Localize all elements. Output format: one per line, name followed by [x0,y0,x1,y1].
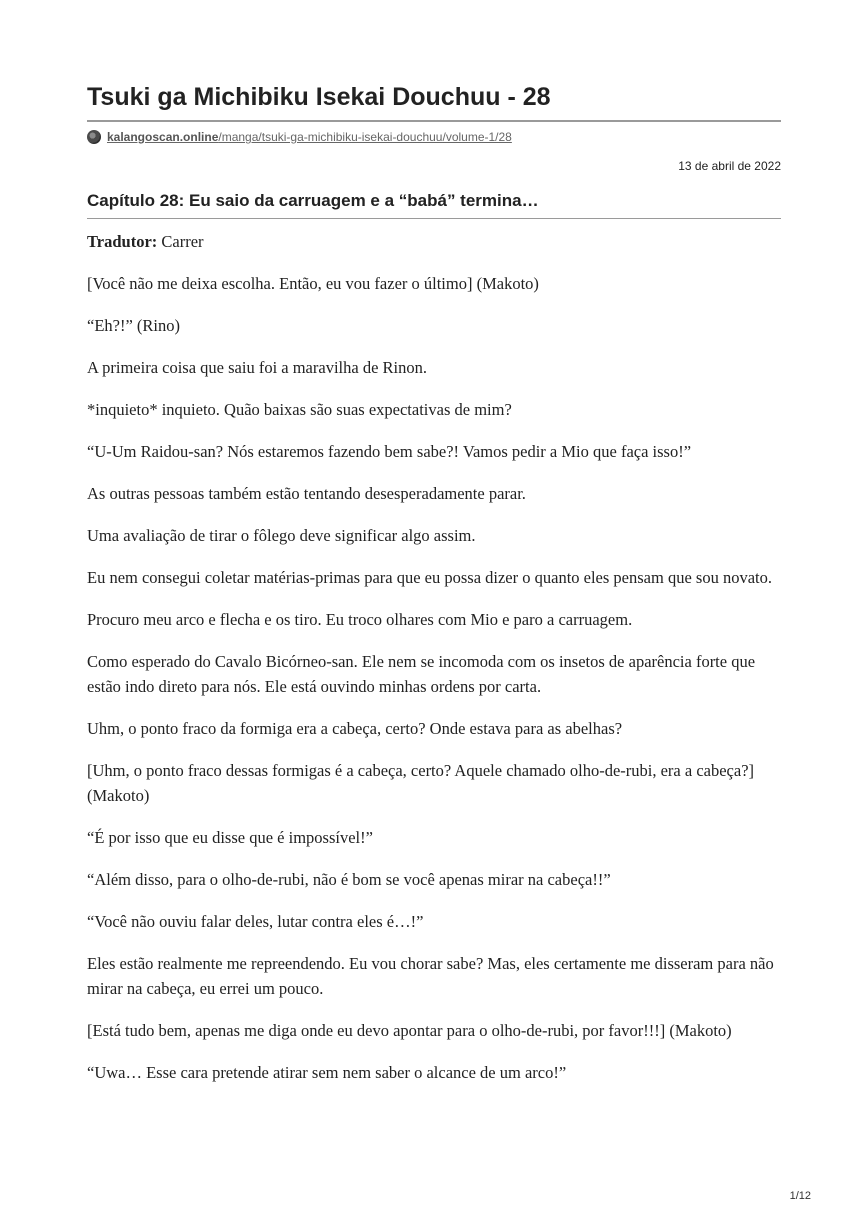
paragraph: Uma avaliação de tirar o fôlego deve significar algo assim. [87,526,476,545]
paragraph: “Eh?!” (Rino) [87,316,180,335]
paragraph: “Além disso, para o olho-de-rubi, não é bom se você apenas mirar na cabeça!!” [87,870,611,889]
paragraph: As outras pessoas também estão tentando desesperadamente parar. [87,484,526,503]
source-row [87,128,781,146]
title-divider [87,120,781,122]
site-favicon-icon [87,130,101,144]
chapter-divider [87,218,781,219]
paragraph: Como esperado do Cavalo Bicórneo-san. Ele nem se incomoda com os insetos de aparência forte que estão indo direto para nós. Ele está ouvindo minhas ordens por carta. [87,652,756,696]
paragraph: [Você não me deixa escolha. Então, eu vou fazer o último] (Makoto) [87,274,539,293]
document-page [87,80,781,1102]
paragraph: Uhm, o ponto fraco da formiga era a cabeça, certo? Onde estava para as abelhas? [87,719,623,738]
paragraph: [Uhm, o ponto fraco dessas formigas é a cabeça, certo? Aquele chamado olho-de-rubi, era a cabeça?] (Makoto) [87,761,755,805]
document-title: Tsuki ga Michibiku Isekai Douchuu - 28 [87,83,551,111]
paragraph: “É por isso que eu disse que é impossível!” [87,828,373,847]
chapter-content [87,229,781,1085]
paragraph: “Você não ouviu falar deles, lutar contra eles é…!” [87,912,424,931]
page-number: 1/12 [789,1190,811,1202]
source-link[interactable] [107,130,512,144]
paragraph: *inquieto* inquieto. Quão baixas são suas expectativas de mim? [87,400,512,419]
paragraph: [Está tudo bem, apenas me diga onde eu devo apontar para o olho-de-rubi, por favor!!!] (Makoto) [87,1021,732,1040]
paragraph: A primeira coisa que saiu foi a maravilha de Rinon. [87,358,427,377]
paragraph: Procuro meu arco e flecha e os tiro. Eu troco olhares com Mio e paro a carruagem. [87,610,633,629]
source-domain: kalangoscan.online [107,130,219,144]
translator-name: Carrer [161,232,204,251]
translator-credit [87,229,781,254]
paragraph: Eles estão realmente me repreendendo. Eu vou chorar sabe? Mas, eles certamente me disseram para não mirar na cabeça, eu errei um pouco. [87,954,774,998]
paragraph: “Uwa… Esse cara pretende atirar sem nem saber o alcance de um arco!” [87,1063,567,1082]
translator-label: Tradutor: [87,232,158,251]
paragraph: “U-Um Raidou-san? Nós estaremos fazendo bem sabe?! Vamos pedir a Mio que faça isso!” [87,442,692,461]
source-path: /manga/tsuki-ga-michibiku-isekai-douchuu/volume-1/28 [218,130,512,144]
publish-date: 13 de abril de 2022 [678,159,781,173]
chapter-title: Capítulo 28: Eu saio da carruagem e a “babá” termina… [87,191,539,210]
paragraph: Eu nem consegui coletar matérias-primas para que eu possa dizer o quanto eles pensam que sou novato. [87,568,772,587]
